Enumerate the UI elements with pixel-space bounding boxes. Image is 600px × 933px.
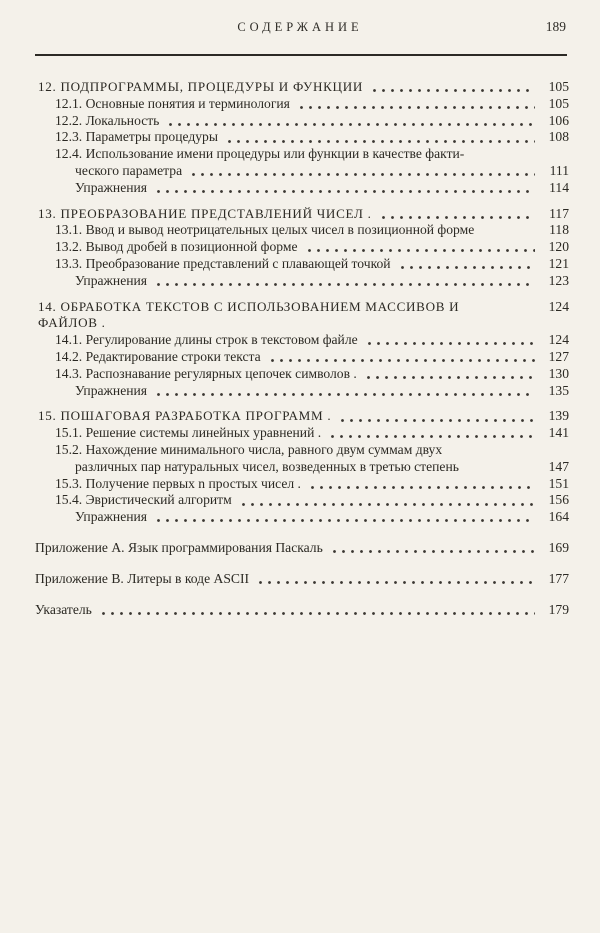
dot-leader <box>166 113 535 130</box>
toc-entry-page: 105 <box>548 79 569 94</box>
toc-entry-text: 14. ОБРАБОТКА ТЕКСТОВ С ИСПОЛЬЗОВАНИЕМ МАССИВОВ И ФАЙЛОВ . <box>38 298 464 331</box>
dot-leader <box>330 540 535 557</box>
dot-leader <box>398 256 535 273</box>
toc-line <box>35 459 569 476</box>
toc-entry <box>35 509 569 526</box>
dot-leader <box>379 206 535 223</box>
toc-entry-page: 114 <box>549 179 569 195</box>
dot-leader <box>268 349 535 366</box>
toc-line <box>35 146 569 163</box>
toc-entry-text: Указатель <box>35 601 92 617</box>
toc-entry-page: 118 <box>549 222 569 238</box>
toc-entry-page: 141 <box>548 425 569 441</box>
dot-leader <box>154 180 535 197</box>
toc-line <box>35 540 569 557</box>
toc-entry <box>35 571 569 588</box>
toc-entry-page: 124 <box>548 298 569 314</box>
dot-leader <box>297 96 535 113</box>
toc-line <box>35 366 569 383</box>
toc-entry-text: ческого параметра <box>75 162 183 178</box>
dot-leader <box>305 239 535 256</box>
toc-line <box>35 180 569 197</box>
toc-entry-text: 15.2. Нахождение минимального числа, равного двум суммам двух <box>55 441 443 457</box>
toc-entry-text: 12. ПОДПРОГРАММЫ, ПРОЦЕДУРЫ И ФУНКЦИИ <box>38 79 364 94</box>
toc-entry <box>35 180 569 197</box>
toc-entry-page: 164 <box>548 509 569 525</box>
toc-entry-page: 123 <box>548 272 569 288</box>
toc-line <box>35 113 569 130</box>
toc-entry <box>35 492 569 509</box>
dot-leader <box>189 163 535 180</box>
dot-leader <box>99 602 535 619</box>
toc-entry-page: 117 <box>549 205 569 221</box>
dot-leader <box>466 459 535 476</box>
toc-entry-page: 127 <box>548 348 569 364</box>
dot-leader <box>364 366 535 383</box>
toc-entry-text: 13.1. Ввод и вывод неотрицательных целых чисел в позиционной форме <box>55 222 475 238</box>
page-title: СОДЕРЖАНИЕ <box>237 20 363 34</box>
toc-entry <box>35 349 569 366</box>
toc-entry <box>35 96 569 113</box>
toc-line <box>35 408 569 425</box>
toc-entry-text: 12.2. Локальность <box>55 112 160 128</box>
toc-entry-text: 14.3. Распознавание регулярных цепочек символов . <box>55 365 357 381</box>
toc-entry-text: 12.1. Основные понятия и терминология <box>55 95 290 111</box>
toc-line <box>35 256 569 273</box>
toc-entry-page: 135 <box>548 382 569 398</box>
toc-entry <box>35 299 569 333</box>
toc-entry <box>35 256 569 273</box>
toc-line <box>35 442 569 459</box>
toc-entry-text: 14.1. Регулирование длины строк в текстовом файле <box>55 332 358 348</box>
toc-entry-text: 15.3. Получение первых n простых чисел . <box>55 475 301 491</box>
toc-line <box>35 476 569 493</box>
toc-entry-page: 156 <box>548 492 569 508</box>
toc-entry-text: 15. ПОШАГОВАЯ РАЗРАБОТКА ПРОГРАММ . <box>38 408 332 424</box>
toc-line <box>35 239 569 256</box>
toc-entry <box>35 206 569 223</box>
toc-entry-text: 13.2. Вывод дробей в позиционной форме <box>55 239 298 255</box>
toc-line <box>35 206 569 223</box>
dot-leader <box>225 129 535 146</box>
toc-line <box>35 425 569 442</box>
toc-entry <box>35 129 569 146</box>
toc-line <box>35 509 569 526</box>
toc-entry <box>35 79 569 96</box>
toc-entry <box>35 408 569 425</box>
toc-entry <box>35 540 569 557</box>
toc-entry <box>35 602 569 619</box>
dot-leader <box>239 492 535 509</box>
toc-entry-page: 130 <box>548 365 569 381</box>
toc-entry-page: 111 <box>549 162 569 178</box>
dot-leader <box>154 273 535 290</box>
toc-entry-page: 105 <box>548 95 569 111</box>
toc-entry <box>35 113 569 130</box>
dot-leader <box>365 332 535 349</box>
toc-entry-page: 121 <box>548 255 569 271</box>
toc-entry <box>35 239 569 256</box>
toc-entry <box>35 146 569 180</box>
toc-entry <box>35 273 569 290</box>
toc-entry-text: Упражнения <box>75 382 148 398</box>
toc-line <box>35 571 569 588</box>
toc-entry <box>35 222 569 239</box>
toc-line <box>35 383 569 400</box>
toc-entry-page: 151 <box>548 475 569 491</box>
toc-entry-page: 120 <box>548 239 569 255</box>
toc-entry-text: 12.3. Параметры процедуры <box>55 129 218 145</box>
toc-entry-text: Упражнения <box>75 179 148 195</box>
toc-line <box>35 299 569 333</box>
dot-leader <box>370 79 535 96</box>
toc-line <box>35 602 569 619</box>
toc-line <box>35 222 569 239</box>
toc-line <box>35 492 569 509</box>
toc-entry-page: 124 <box>548 332 569 348</box>
toc-entry-text: 14.2. Редактирование строки текста <box>55 348 261 364</box>
toc-entry-page: 139 <box>548 408 569 424</box>
toc-entry-text: Приложение В. Литеры в коде ASCII <box>35 570 250 586</box>
toc-line <box>35 332 569 349</box>
dot-leader <box>256 571 535 588</box>
toc-entry <box>35 332 569 349</box>
toc-entry-text: Упражнения <box>75 272 148 288</box>
toc-entry-text: 12.4. Использование имени процедуры или функции в качестве факти- <box>55 146 465 162</box>
toc-line <box>35 273 569 290</box>
toc-entry <box>35 425 569 442</box>
toc-entry-text: Приложение А. Язык программирования Паскаль <box>35 539 323 555</box>
toc-line <box>35 79 569 96</box>
toc-entry-text: 15.4. Эвристический алгоритм <box>55 492 232 508</box>
toc-entry-text: 13.3. Преобразование представлений с плавающей точкой <box>55 255 391 271</box>
dot-leader <box>154 383 535 400</box>
toc-entry-text: различных пар натуральных чисел, возведенных в третью степень <box>75 458 459 474</box>
toc-line <box>35 349 569 366</box>
dot-leader <box>338 408 535 425</box>
toc-entry <box>35 476 569 493</box>
toc-entry-page: 179 <box>548 601 569 617</box>
toc-entry-page: 147 <box>548 458 569 474</box>
toc-entry <box>35 442 569 476</box>
dot-leader <box>525 299 535 333</box>
page-header <box>0 0 600 48</box>
toc-line <box>35 129 569 146</box>
toc-line <box>35 96 569 113</box>
toc-line <box>35 163 569 180</box>
toc-entry-text: 13. ПРЕОБРАЗОВАНИЕ ПРЕДСТАВЛЕНИЙ ЧИСЕЛ . <box>38 205 372 221</box>
toc-entry-page: 106 <box>548 112 569 128</box>
toc-entry-page: 177 <box>548 570 569 586</box>
dot-leader <box>481 222 535 239</box>
dot-leader <box>154 509 535 526</box>
dot-leader <box>308 476 535 493</box>
toc-entry <box>35 366 569 383</box>
toc-entry <box>35 383 569 400</box>
toc-entry-text: 15.1. Решение системы линейных уравнений . <box>55 425 322 441</box>
toc-entry-text: Упражнения <box>75 509 148 525</box>
dot-leader <box>328 425 535 442</box>
toc-entry-page: 108 <box>548 129 569 145</box>
toc-list <box>0 56 600 618</box>
toc-entry-page: 169 <box>548 539 569 555</box>
page-number: 189 <box>545 19 566 34</box>
